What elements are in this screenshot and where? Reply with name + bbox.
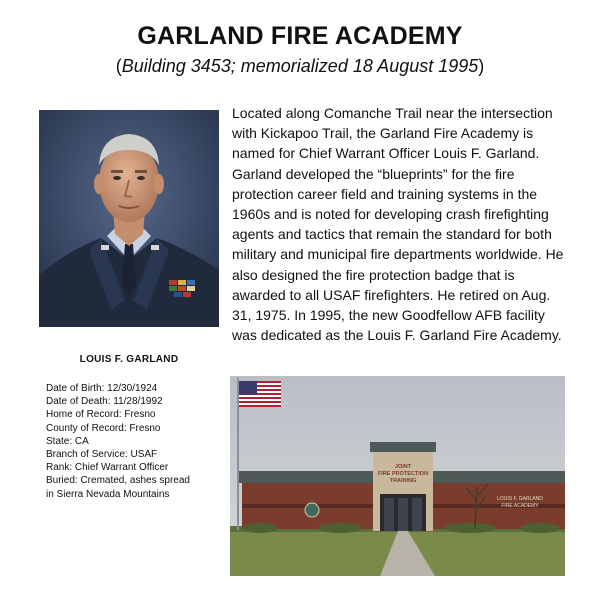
detail-buried: Buried: Cremated, ashes spread bbox=[46, 475, 190, 487]
detail-rank: Rank: Chief Warrant Officer bbox=[46, 462, 169, 474]
detail-state: State: CA bbox=[46, 435, 89, 447]
svg-text:LOUIS F. GARLAND: LOUIS F. GARLAND bbox=[497, 496, 543, 502]
american-flag-icon bbox=[239, 381, 281, 407]
svg-text:TRAINING: TRAINING bbox=[389, 478, 417, 484]
svg-text:FIRE PROTECTION: FIRE PROTECTION bbox=[377, 471, 429, 477]
detail-date-of-birth: Date of Birth: 12/30/1924 bbox=[46, 383, 158, 394]
detail-home-of-record: Home of Record: Fresno bbox=[46, 409, 156, 421]
portrait-photo bbox=[39, 110, 219, 327]
page-subtitle bbox=[0, 56, 600, 77]
detail-branch-of-service: Branch of Service: USAF bbox=[46, 449, 158, 461]
subtitle-open-paren: ( bbox=[115, 56, 122, 76]
building-photo bbox=[230, 376, 565, 576]
person-name: LOUIS F. GARLAND bbox=[79, 354, 179, 365]
person-details-list bbox=[46, 382, 226, 501]
svg-text:FIRE ACADEMY: FIRE ACADEMY bbox=[501, 503, 539, 509]
detail-buried-location: in Sierra Nevada Mountains bbox=[46, 488, 170, 500]
subtitle-building-info: Building 3453; memorialized 18 August 1995 bbox=[121, 56, 479, 76]
detail-county-of-record: County of Record: Fresno bbox=[46, 422, 161, 434]
page-title: GARLAND FIRE ACADEMY bbox=[137, 22, 463, 50]
subtitle-close-paren: ) bbox=[478, 56, 485, 76]
biography-paragraph: Located along Comanche Trail near the intersection with Kickapoo Trail, the Garland Fire Academy is named for Chief Warrant Officer Louis F. Garland. Garland developed the “blueprints” for the fire protection career field and training systems in the 1960s and is noted for developing crash firefighting agents and tactics that remain the standard for both military and municipal fire departments worldwide. He also designed the fire protection badge that is awarded to all USAF firefighters. He retired on Aug. 31, 1975. In 1995, the new Goodfellow AFB facility was dedicated as the Louis F. Garland Fire Academy. bbox=[232, 105, 564, 344]
detail-date-of-death: Date of Death: 11/28/1992 bbox=[46, 396, 163, 408]
tower-sign-text: JOINT bbox=[394, 464, 412, 470]
